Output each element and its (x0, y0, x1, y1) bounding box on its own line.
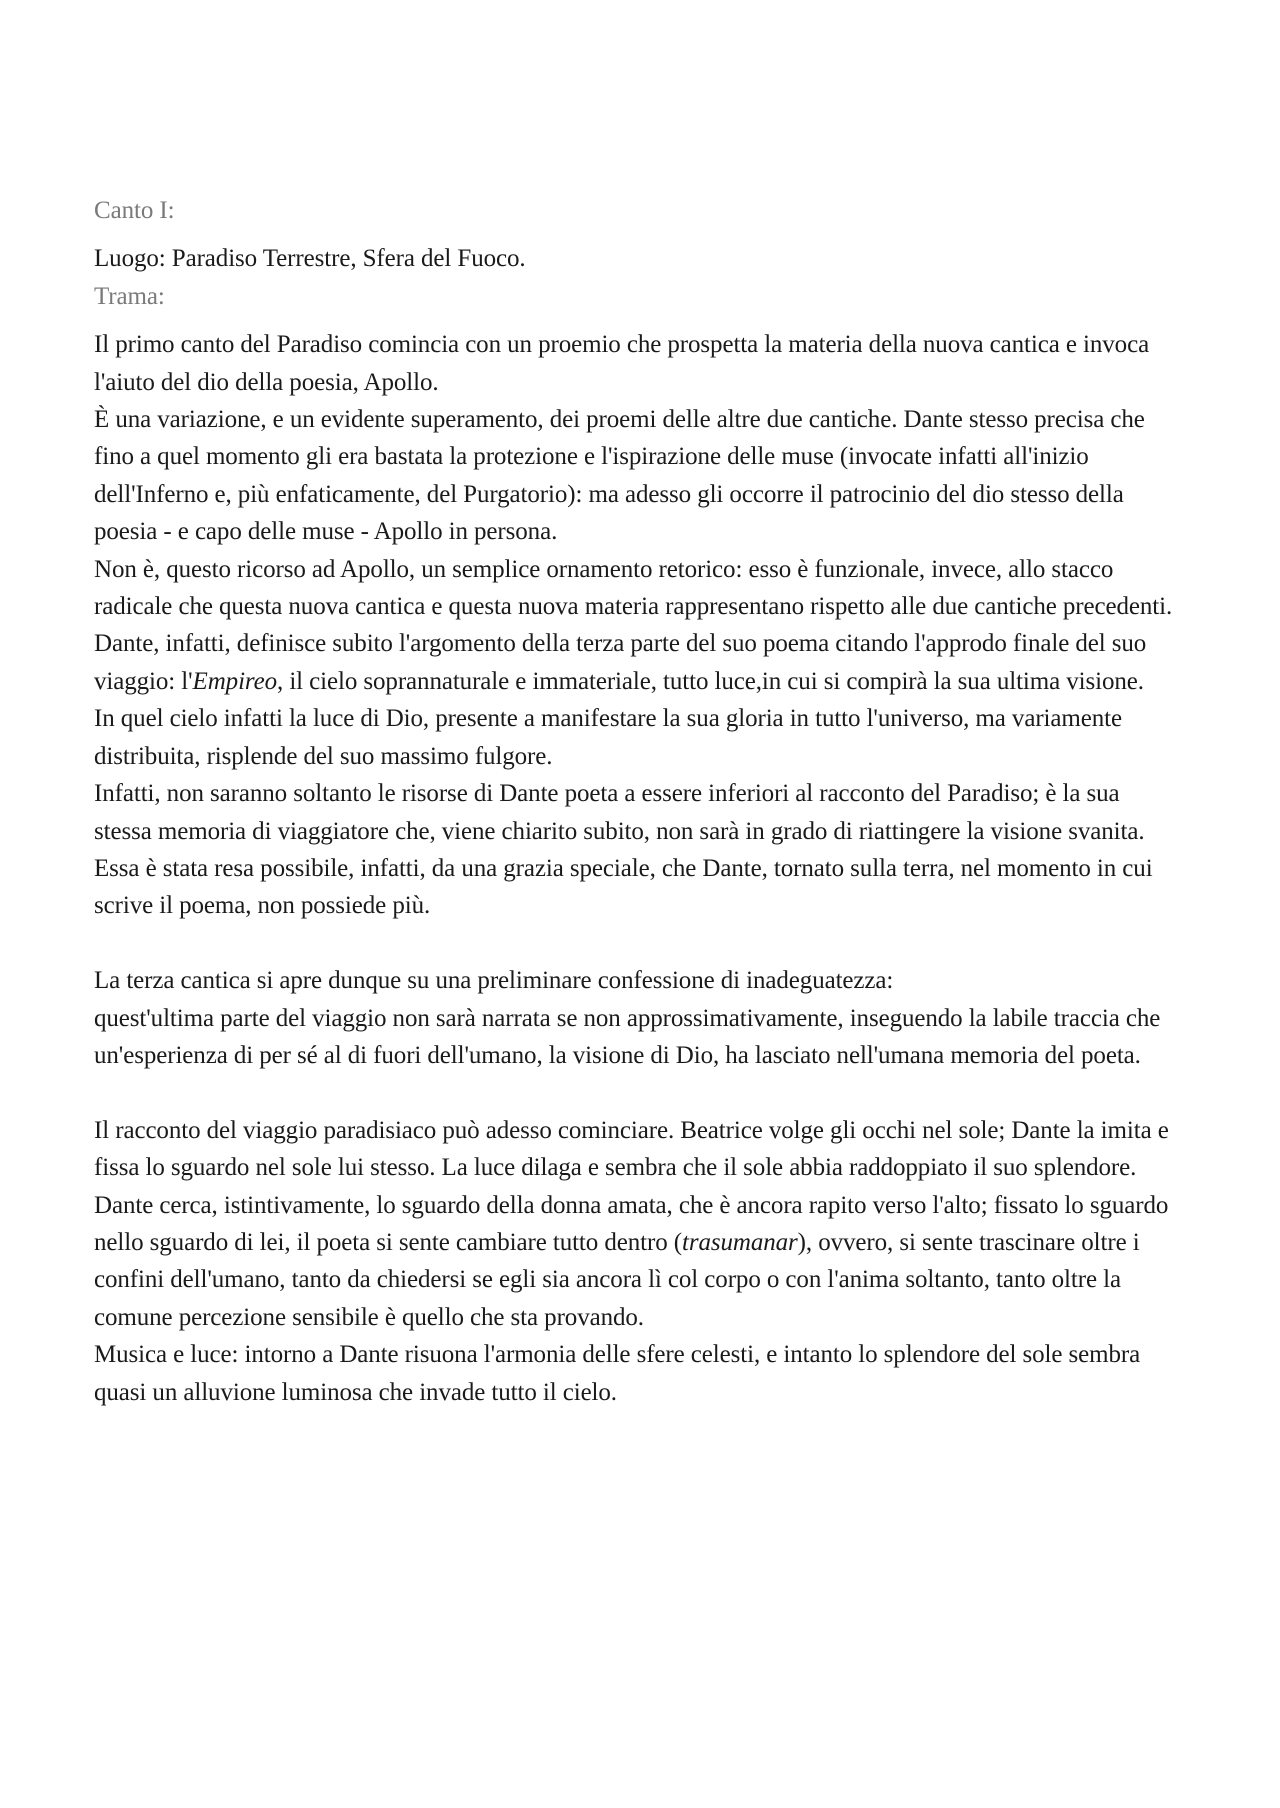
paragraph-apollo: Non è, questo ricorso ad Apollo, un semplice ornamento retorico: esso è funzionale, invece, allo stacco radicale che questa nuova cantica e questa nuova materia rappresentano rispetto alle due cantiche precedenti. (94, 555, 1173, 621)
paragraph-spacer (94, 1074, 1174, 1111)
paragraph-spacer (94, 925, 1174, 962)
paragraph-trasumanar (94, 1187, 1174, 1337)
document-body (94, 192, 1174, 1411)
location-line: Luogo: Paradiso Terrestre, Sfera del Fuoco. (94, 245, 526, 273)
plot-heading: Trama: (94, 282, 165, 310)
canto-title: Canto I: (94, 197, 175, 224)
paragraph-trasumanar-after: ), ovvero, si sente trascinare oltre i confini dell'umano, tanto da chiedersi se egli sia ancora lì col corpo o con l'anima soltanto, tanto oltre la comune percezione sensibile è quello che sta provando. (94, 1228, 1140, 1331)
paragraph-beatrice: Il racconto del viaggio paradisiaco può adesso cominciare. Beatrice volge gli occhi nel sole; Dante la imita e fissa lo sguardo nel sole lui stesso. La luce dilaga e sembra che il sole abbia raddoppiato il suo splendore. (94, 1116, 1169, 1182)
paragraph-memoria: Infatti, non saranno soltanto le risorse di Dante poeta a essere inferiori al racconto del Paradiso; è la sua stessa memoria di viaggiatore che, viene chiarito subito, non sarà in grado di riattingere la visione svanita. Essa è stata resa possibile, infatti, da una grazia speciale, che Dante, tornato sulla terra, nel momento in cui scrive il poema, non possiede più. (94, 780, 1153, 920)
paragraph-luce-di-dio: In quel cielo infatti la luce di Dio, presente a manifestare la sua gloria in tutto l'universo, ma variamente distribuita, risplende del suo massimo fulgore. (94, 705, 1122, 770)
paragraph-empireo-after: , il cielo soprannaturale e immateriale, tutto luce,in cui si compirà la sua ultima visione. (277, 667, 1144, 695)
paragraph-trasumanar-italic: trasumanar (681, 1228, 798, 1256)
paragraph-confessione: La terza cantica si apre dunque su una preliminare confessione di inadeguatezza: (94, 967, 894, 995)
paragraph-empireo-before: Dante, infatti, definisce subito l'argomento della terza parte del suo poema citando l'approdo finale del suo viaggio: l' (94, 630, 1147, 695)
paragraph-ultima-parte: quest'ultima parte del viaggio non sarà narrata se non approssimativamente, inseguendo la labile traccia che un'esperienza di per sé al di fuori dell'umano, la visione di Dio, ha lasciato nell'umana memoria del poeta. (94, 1004, 1161, 1069)
paragraph-trasumanar-before: Dante cerca, istintivamente, lo sguardo della donna amata, che è ancora rapito verso l'alto; fissato lo sguardo nello sguardo di lei, il poeta si sente cambiare tutto dentro ( (94, 1191, 1169, 1256)
paragraph-empireo (94, 625, 1174, 700)
paragraph-proemio: Il primo canto del Paradiso comincia con un proemio che prospetta la materia della nuova cantica e invoca l'aiuto del dio della poesia, Apollo. (94, 331, 1150, 396)
paragraph-musica-e-luce: Musica e luce: intorno a Dante risuona l'armonia delle sfere celesti, e intanto lo splendore del sole sembra quasi un alluvione luminosa che invade tutto il cielo. (94, 1341, 1141, 1406)
paragraph-empireo-italic: Empireo (192, 667, 278, 695)
paragraph-variazione: È una variazione, e un evidente superamento, dei proemi delle altre due cantiche. Dante stesso precisa che fino a quel momento gli era bastata la protezione e l'ispirazione delle muse (invocate infatti all'inizio dell'Inferno e, più enfaticamente, del Purgatorio): ma adesso gli occorre il patrocinio del dio stesso della poesia - e capo delle muse - Apollo in persona. (94, 406, 1145, 546)
